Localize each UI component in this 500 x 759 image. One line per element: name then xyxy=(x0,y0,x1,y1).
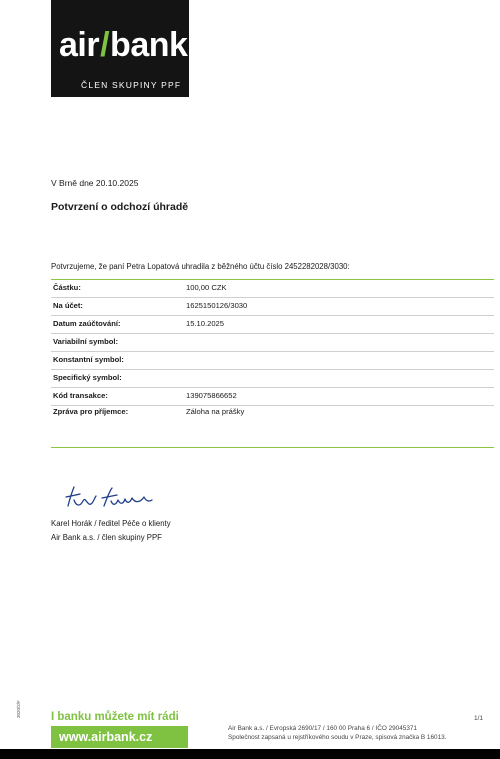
page-number: 1/1 xyxy=(474,715,484,722)
detail-label: Konstantní symbol: xyxy=(53,355,124,364)
handwritten-signature xyxy=(62,484,157,512)
detail-label: Variabilní symbol: xyxy=(53,337,118,346)
detail-row-variable-symbol xyxy=(51,334,494,352)
document-title: Potvrzení o odchozí úhradě xyxy=(51,201,189,213)
detail-label: Na účet: xyxy=(53,301,83,310)
air-bank-logo xyxy=(51,0,189,97)
form-code: 3020/2/F xyxy=(16,700,21,718)
detail-row-constant-symbol xyxy=(51,352,494,370)
website-link[interactable] xyxy=(51,726,188,748)
logo-tagline: ČLEN SKUPINY PPF xyxy=(81,80,182,90)
logo-word-air: air xyxy=(59,26,100,64)
place-and-date: V Brně dne 20.10.2025 xyxy=(51,178,139,188)
detail-row-specific-symbol xyxy=(51,370,494,388)
detail-value: 139075866652 xyxy=(186,391,237,400)
detail-row-posting-date xyxy=(51,316,494,334)
detail-label: Specifický symbol: xyxy=(53,373,122,382)
logo-word-bank: bank xyxy=(110,26,188,64)
detail-row-recipient-message xyxy=(51,404,494,421)
detail-row-amount xyxy=(51,280,494,298)
company-register: Společnost zapsaná u rejstříkového soudu v Praze, spisová značka B 16013. xyxy=(228,734,447,741)
detail-value: 1625150126/3030 xyxy=(186,301,248,310)
detail-label: Částku: xyxy=(53,283,81,292)
confirmation-intro: Potvrzujeme, že paní Petra Lopatová uhradila z běžného účtu číslo 2452282028/3030: xyxy=(51,262,350,271)
signatory-organization: Air Bank a.s. / člen skupiny PPF xyxy=(51,533,162,542)
bottom-edge-bar xyxy=(0,749,500,759)
detail-label: Kód transakce: xyxy=(53,391,108,400)
website-url: www.airbank.cz xyxy=(59,730,153,744)
detail-row-account xyxy=(51,298,494,316)
company-address: Air Bank a.s. / Evropská 2690/17 / 160 00 Praha 6 / IČO 29045371 xyxy=(228,725,417,732)
detail-value: 100,00 CZK xyxy=(186,283,227,292)
detail-label: Zpráva pro příjemce: xyxy=(53,407,129,416)
logo-wordmark xyxy=(59,28,187,62)
signatory-name: Karel Horák / ředitel Péče o klienty xyxy=(51,519,171,528)
logo-slash: / xyxy=(100,26,110,64)
detail-value: Záloha na prášky xyxy=(186,407,245,416)
details-bottom-divider xyxy=(51,447,494,448)
detail-value: 15.10.2025 xyxy=(186,319,225,328)
footer-slogan: I banku můžete mít rádi xyxy=(51,711,179,723)
detail-label: Datum zaúčtování: xyxy=(53,319,121,328)
